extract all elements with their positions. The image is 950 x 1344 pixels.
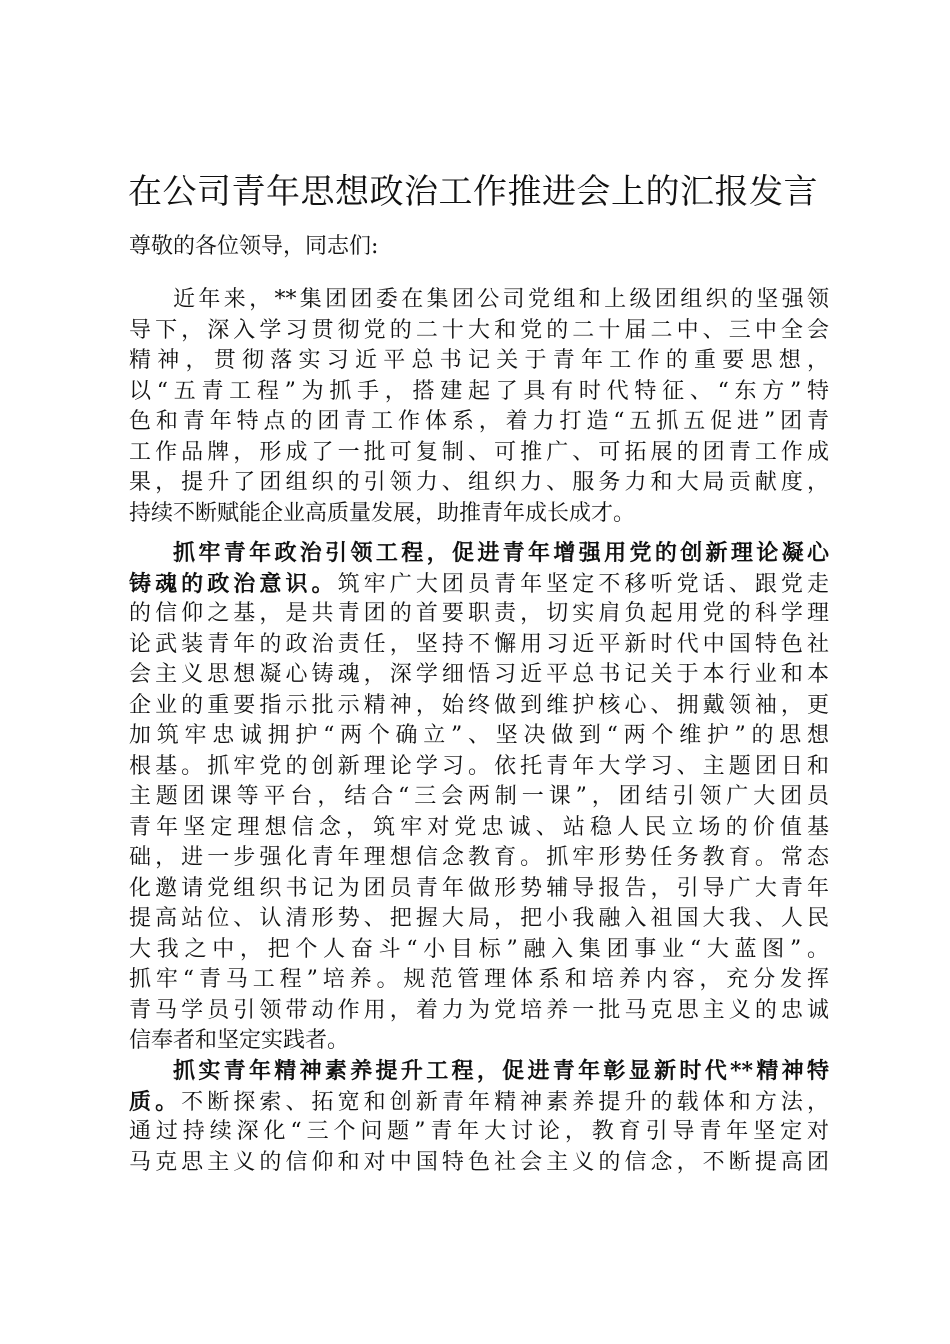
paragraph-line: 论武装青年的政治责任，坚持不懈用习近平新时代中国特色社	[129, 631, 829, 657]
paragraph-line: 大我之中，把个人奋斗“小目标”融入集团事业“大蓝图”。	[129, 936, 829, 962]
paragraph-line	[129, 569, 829, 600]
paragraph-line: 果，提升了团组织的引领力、组织力、服务力和大局贡献度，	[129, 470, 829, 495]
paragraph-line: 会主义思想凝心铸魂，深学细悟习近平总书记关于本行业和本	[129, 662, 829, 687]
paragraph-political-guidance	[129, 538, 829, 1057]
paragraph-line: 信奉者和坚定实践者。	[129, 1028, 350, 1053]
paragraph-line: 工作品牌，形成了一批可复制、可推广、可拓展的团青工作成	[129, 439, 829, 465]
paragraph-line: 通过持续深化“三个问题”青年大讨论，教育引导青年坚定对	[129, 1119, 829, 1144]
paragraph-line: 主题团课等平台，结合“三会两制一课”，团结引领广大团员	[129, 784, 829, 809]
paragraph-line: 色和青年特点的团青工作体系，着力打造“五抓五促进”团青	[129, 409, 829, 434]
section-heading-line: 抓实青年精神素养提升工程，促进青年彰显新时代**精神特	[173, 1058, 829, 1084]
salutation: 尊敬的各位领导，同志们:	[129, 234, 379, 259]
paragraph-line: 精神，贯彻落实习近平总书记关于青年工作的重要思想，	[129, 348, 829, 373]
paragraph-line	[129, 1087, 829, 1118]
paragraph-line: 近年来，**集团团委在集团公司党组和上级团组织的坚强领	[173, 287, 829, 312]
paragraph-text: 筑牢广大团员青年坚定不移听党话、跟党走	[337, 571, 829, 597]
paragraph-line: 导下，深入学习贯彻党的二十大和党的二十届二中、三中全会	[129, 317, 829, 343]
paragraph-intro	[129, 285, 829, 529]
document-title: 在公司青年思想政治工作推进会上的汇报发言	[128, 172, 818, 212]
paragraph-line: 抓牢“青马工程”培养。规范管理体系和培养内容，充分发挥	[129, 967, 829, 992]
paragraph-line: 青马学员引领带动作用，着力为党培养一批马克思主义的忠诚	[129, 997, 829, 1023]
paragraph-line: 础，进一步强化青年理想信念教育。抓牢形势任务教育。常态	[129, 845, 829, 870]
paragraph-line: 提高站位、认清形势、把握大局，把小我融入祖国大我、人民	[129, 906, 829, 931]
paragraph-line: 持续不断赋能企业高质量发展，助推青年成长成才。	[129, 500, 636, 526]
section-heading-tail: 质。	[129, 1088, 182, 1115]
paragraph-spiritual-literacy	[129, 1056, 829, 1178]
paragraph-line: 加筑牢忠诚拥护“两个确立”、坚决做到“两个维护”的思想	[129, 723, 829, 748]
paragraph-line: 的信仰之基，是共青团的首要职责，切实肩负起用党的科学理	[129, 601, 829, 626]
paragraph-line: 青年坚定理想信念，筑牢对党忠诚、站稳人民立场的价值基	[129, 814, 829, 840]
section-heading-line: 抓牢青年政治引领工程，促进青年增强用党的创新理论凝心	[173, 540, 829, 566]
paragraph-line: 以“五青工程”为抓手，搭建起了具有时代特征、“东方”特	[129, 378, 829, 404]
section-heading-tail: 铸魂的政治意识。	[129, 570, 338, 597]
paragraph-line: 化邀请党组织书记为团员青年做形势辅导报告，引导广大青年	[129, 875, 829, 901]
paragraph-text: 不断探索、拓宽和创新青年精神素养提升的载体和方法，	[181, 1089, 829, 1115]
paragraph-line: 企业的重要指示批示精神，始终做到维护核心、拥戴领袖，更	[129, 692, 829, 718]
paragraph-line: 马克思主义的信仰和对中国特色社会主义的信念，不断提高团	[129, 1149, 829, 1175]
paragraph-line: 根基。抓牢党的创新理论学习。依托青年大学习、主题团日和	[129, 753, 829, 779]
